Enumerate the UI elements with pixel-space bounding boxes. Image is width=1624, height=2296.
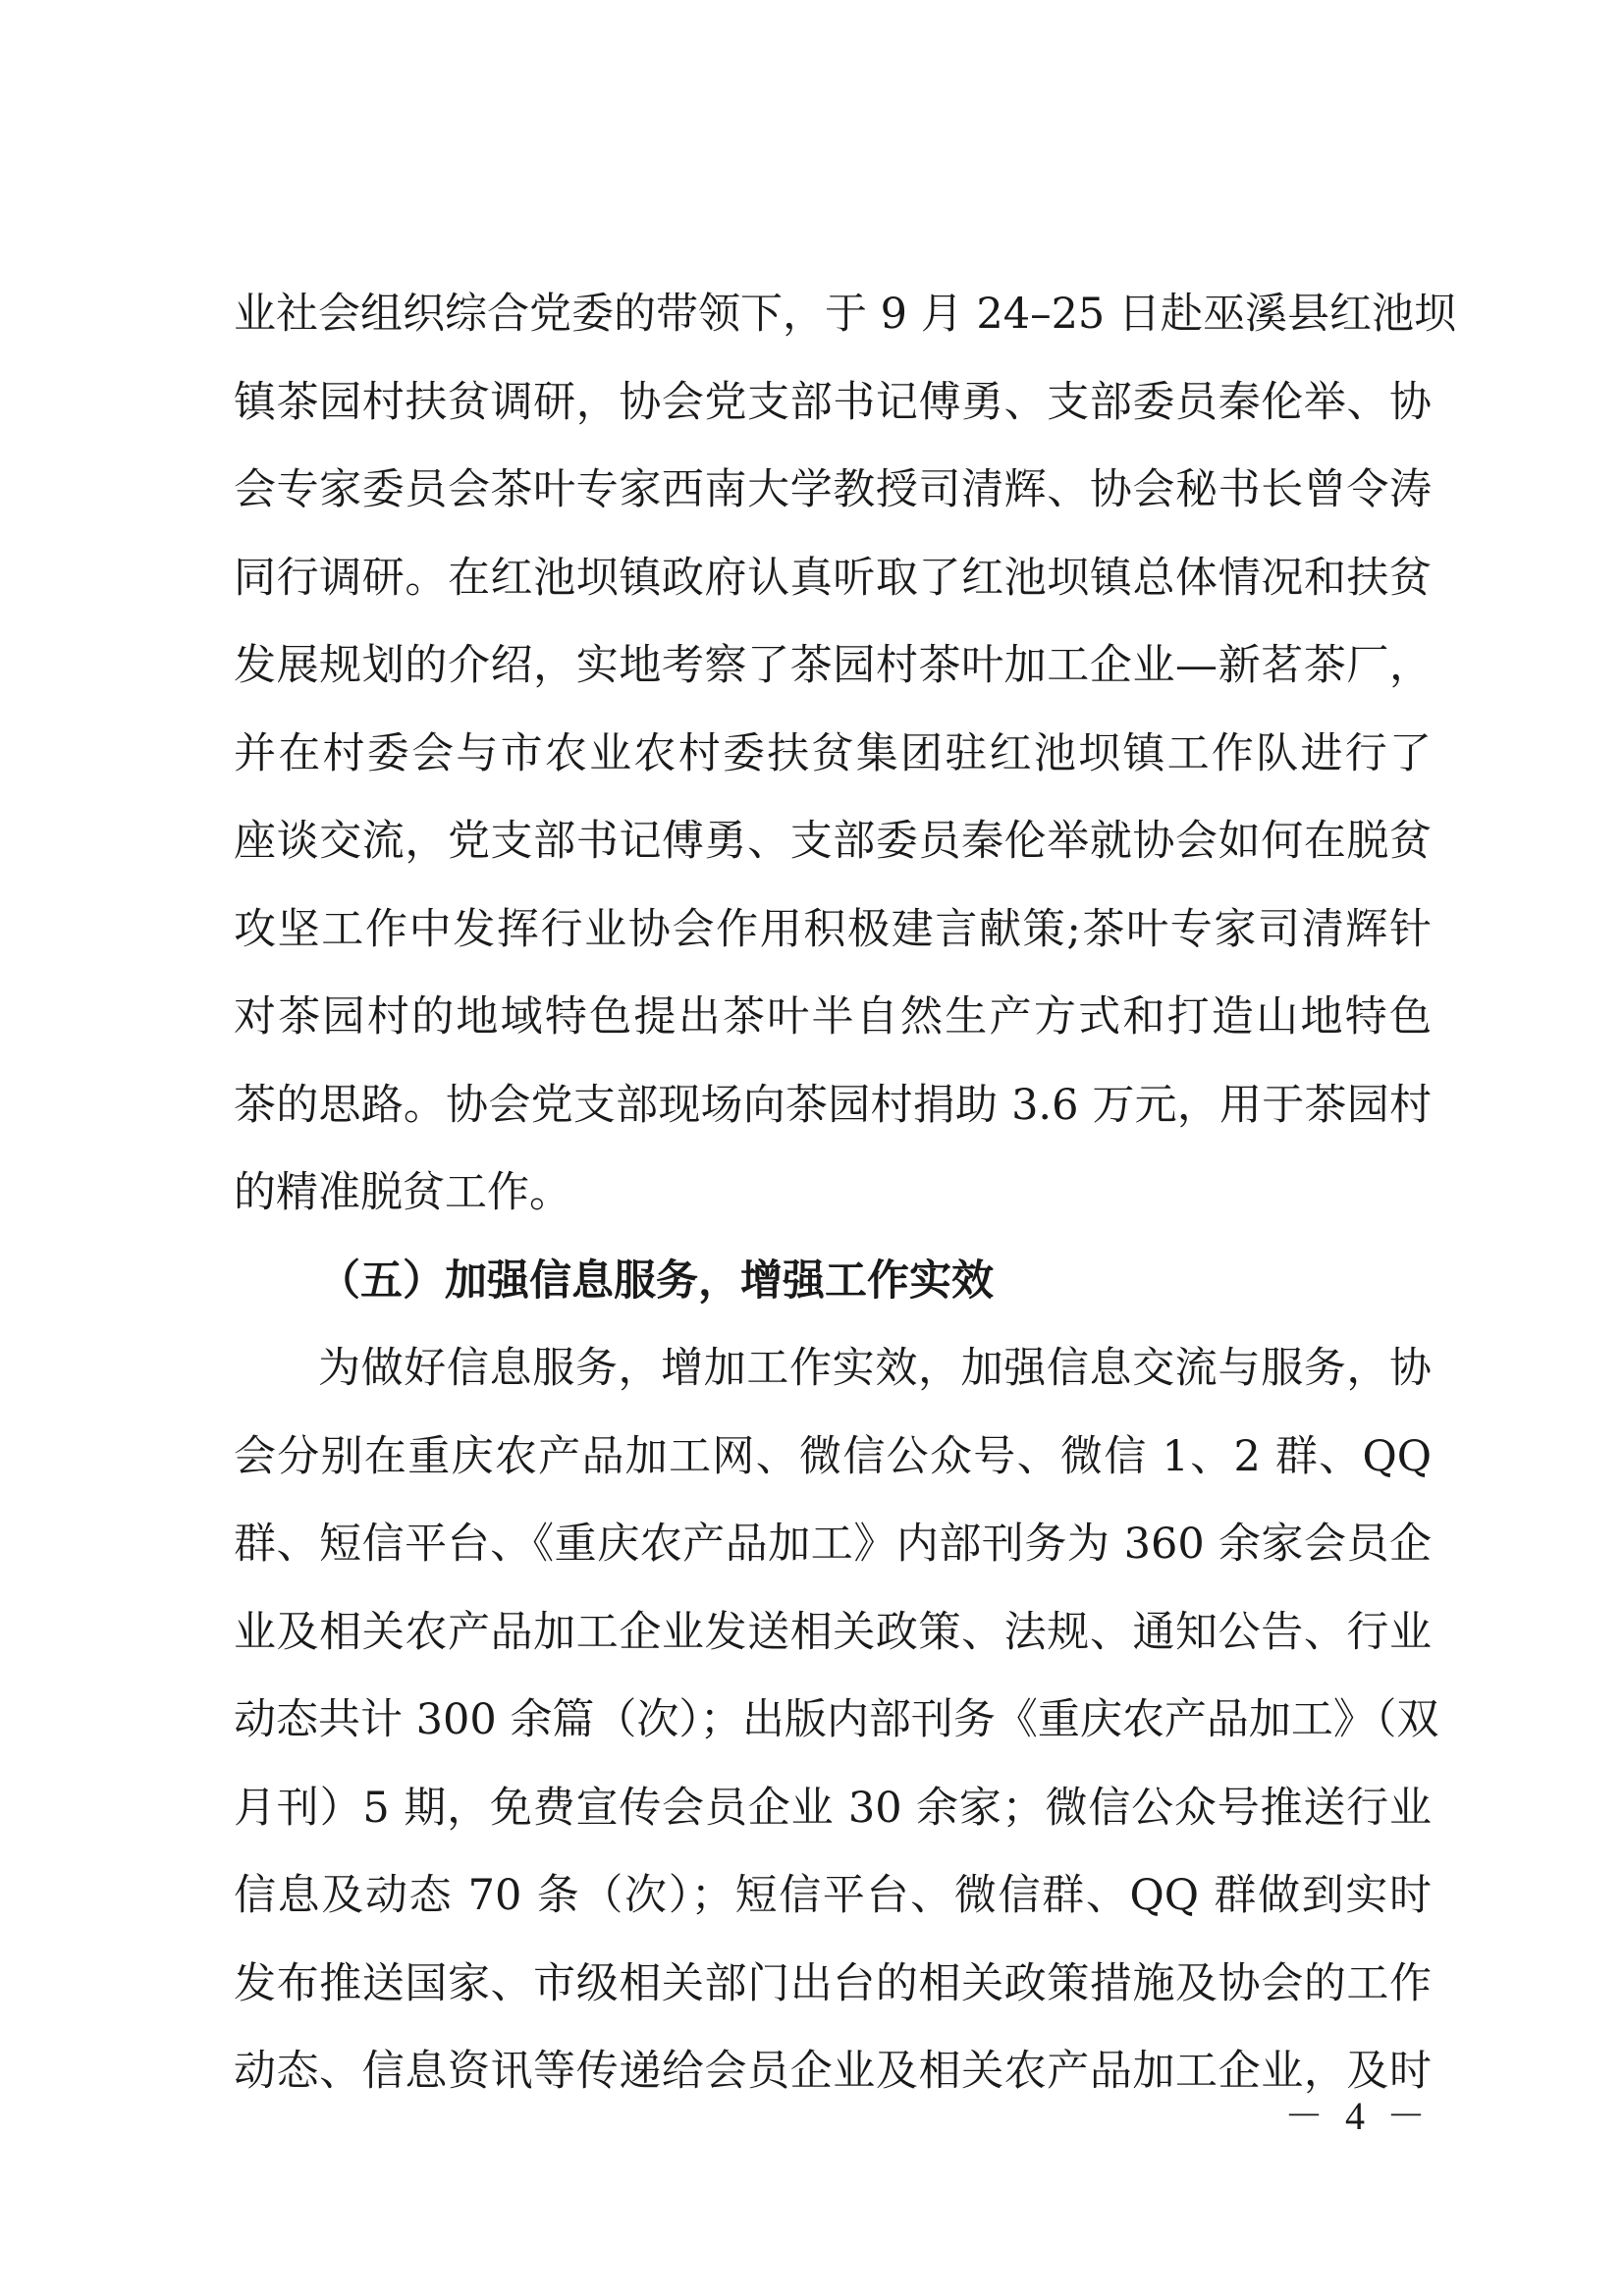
text-line: 座谈交流，党支部书记傅勇、支部委员秦伦举就协会如何在脱贫 xyxy=(234,817,1432,866)
text-line: 同行调研。在红池坝镇政府认真听取了红池坝镇总体情况和扶贫 xyxy=(234,553,1432,603)
text-line: 业社会组织综合党委的带领下，于 9 月 24–25 日赴巫溪县红池坝 xyxy=(234,290,1456,339)
paragraph-tea-village-visit xyxy=(234,271,1456,1238)
text-line: 攻坚工作中发挥行业协会作用积极建言献策;茶叶专家司清辉针 xyxy=(234,904,1432,954)
text-line: 并在村委会与市农业农村委扶贫集团驻红池坝镇工作队进行了 xyxy=(234,728,1432,778)
text-line: 业及相关农产品加工企业发送相关政策、法规、通知公告、行业 xyxy=(234,1607,1432,1657)
text-line: 会分别在重庆农产品加工网、微信公众号、微信 1、2 群、QQ xyxy=(234,1431,1432,1481)
text-line: 信息及动态 70 条（次）；短信平台、微信群、QQ 群做到实时 xyxy=(234,1871,1432,1920)
text-line: 动态、信息资讯等传递给会员企业及相关农产品加工企业，及时 xyxy=(234,2047,1432,2096)
text-line: 发布推送国家、市级相关部门出台的相关政策措施及协会的工作 xyxy=(234,1958,1432,2008)
text-line: 对茶园村的地域特色提出茶叶半自然生产方式和打造山地特色 xyxy=(234,992,1432,1041)
text-line: 镇茶园村扶贫调研，协会党支部书记傅勇、支部委员秦伦举、协 xyxy=(234,377,1432,427)
section-heading: （五）加强信息服务，增强工作实效 xyxy=(318,1255,994,1306)
text-line: 会专家委员会茶叶专家西南大学教授司清辉、协会秘书长曾令涛 xyxy=(234,465,1432,514)
text-line: 群、短信平台、《重庆农产品加工》内部刊务为 360 余家会员企 xyxy=(234,1520,1432,1569)
page-number: － 4 － xyxy=(1284,2094,1432,2138)
text-line: 动态共计 300 余篇（次）；出版内部刊务《重庆农产品加工》（双 xyxy=(234,1695,1439,1744)
text-line: 月刊）5 期，免费宣传会员企业 30 余家；微信公众号推送行业 xyxy=(234,1783,1432,1833)
paragraph-information-service xyxy=(234,1325,1439,2116)
text-line: 发展规划的介绍，实地考察了茶园村茶叶加工企业—新茗茶厂， xyxy=(234,641,1432,690)
text-line: 的精准脱贫工作。 xyxy=(234,1168,571,1217)
document-body xyxy=(234,271,1456,2116)
text-line: 为做好信息服务，增加工作实效，加强信息交流与服务，协 xyxy=(318,1344,1432,1393)
text-line: 茶的思路。协会党支部现场向茶园村捐助 3.6 万元，用于茶园村 xyxy=(234,1080,1432,1130)
